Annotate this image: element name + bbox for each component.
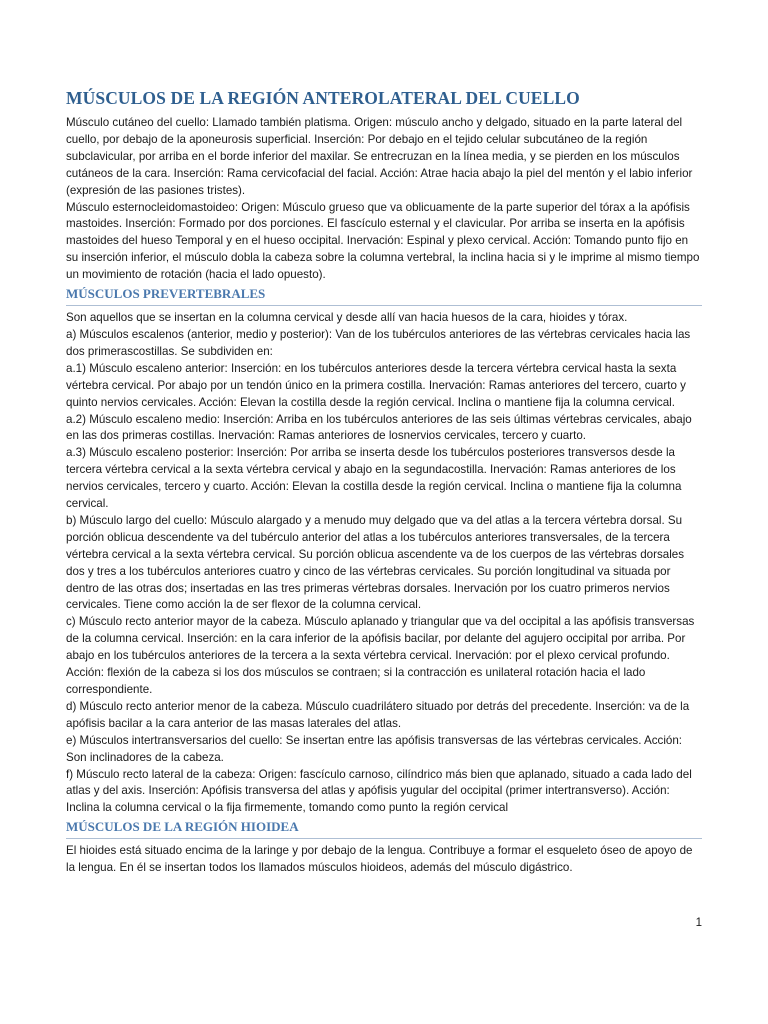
section-heading-hioidea: MÚSCULOS DE LA REGIÓN HIOIDEA — [66, 819, 702, 839]
paragraph-hioides: El hioides está situado encima de la laringe y por debajo de la lengua. Contribuye a formar el esqueleto óseo de apoyo de la lengua. En él se insertan todos los llamados músculos hioideos, además del músculo digástrico. — [66, 844, 693, 875]
paragraph-recto-anterior-menor: d) Músculo recto anterior menor de la cabeza. Músculo cuadrilátero situado por detrás del precedente. Inserción: va de la apófisis bacilar a la cara anterior de las masas laterales del atlas. — [66, 699, 690, 730]
section-heading-prevertebrales: MÚSCULOS PREVERTEBRALES — [66, 286, 702, 306]
paragraph-escaleno-posterior: a.3) Músculo escaleno posterior: Inserción: Por arriba se inserta desde los tubérculos posteriores transversos desde la tercera vértebra cervical a la sexta vértebra cervical y abajo en la segundacostilla. Inervación: Ramas anteriores de los nervios cervicales, tercero y cuarto. Acción: Elevan la costilla desde la región cervical. Inclina o mantiene fija la columna cervical. — [66, 446, 682, 511]
paragraph-esternocleidomastoideo: Músculo esternocleidomastoideo: Origen: Músculo grueso que va oblicuamente de la parte superior del tórax a la apófisis mastoides. Inserción: Formado por dos porciones. El fascículo esternal y el clavicular. Por arriba se inserta en la apófisis mastoides del hueso Temporal y en el hueso occipital. Inervación: Espinal y plexo cervical. Acción: Tomando punto fijo en su inserción inferior, el músculo dobla la cabeza sobre la columna vertebral, la inclina hacia si y le imprime al mismo tiempo un movimiento de rotación (hacia el lado opuesto). — [66, 200, 700, 282]
section-hioidea — [66, 843, 702, 877]
section-anterolateral — [66, 115, 702, 284]
paragraph-recto-lateral: f) Músculo recto lateral de la cabeza: Origen: fascículo carnoso, cilíndrico más bien que aplanado, situado a cada lado del atlas y del axis. Inserción: Apófisis transversa del atlas y apófisis yugular del occipital (primer intertransverso). Acción: Inclina la columna cervical o la fija firmemente, tomando como punto la región cervical — [66, 767, 692, 815]
paragraph-cutaneo: Músculo cutáneo del cuello: Llamado también platisma. Origen: músculo ancho y delgado, situado en la parte lateral del cuello, por debajo de la aponeurosis superficial. Inserción: Por debajo en el tejido celular subcutáneo de la región subclavicular, por arriba en el borde inferior del maxilar. Se entrecruzan en la línea media, y se pierden en los músculos cutáneos de la cara. Inserción: Rama cervicofacial del facial. Acción: Atrae hacia abajo la piel del mentón y el labio inferior (expresión de las pasiones tristes). — [66, 116, 693, 197]
page-number: 1 — [695, 917, 702, 929]
page-title: MÚSCULOS DE LA REGIÓN ANTEROLATERAL DEL CUELLO — [66, 88, 580, 108]
paragraph-escalenos: a) Músculos escalenos (anterior, medio y posterior): Van de los tubérculos anteriores de las vértebras cervicales hacia las dos primerascostillas. Se subdividen en: — [66, 327, 691, 358]
section-prevertebrales — [66, 310, 702, 817]
paragraph-escaleno-anterior: a.1) Músculo escaleno anterior: Inserción: en los tubérculos anteriores desde la tercera vértebra cervical hasta la sexta vértebra cervical. Por abajo por un tendón único en la primera costilla. Inervación: Ramas anteriores del tercero, cuarto y quinto nervios cervicales. Acción: Elevan la costilla desde la región cervical. Inclina o mantiene fija la columna cervical. — [66, 361, 686, 409]
paragraph-escaleno-medio: a.2) Músculo escaleno medio: Inserción: Arriba en los tubérculos anteriores de las seis últimas vértebras cervicales, abajo en las dos primeras costillas. Inervación: Ramas anteriores de losnervios cervicales, tercero y cuarto. — [66, 412, 692, 443]
paragraph-intertransversarios: e) Músculos intertransversarios del cuello: Se insertan entre las apófisis transversas de las vértebras cervicales. Acción: Son inclinadores de la cabeza. — [66, 733, 683, 764]
paragraph-largo-cuello: b) Músculo largo del cuello: Músculo alargado y a menudo muy delgado que va del atlas a la tercera vértebra dorsal. Su porción oblicua descendente va del tubérculo anterior del atlas a los tubérculos anteriores transversales, de la tercera vértebra cervical a la sexta vértebra cervical. Su porción oblicua ascendente va de los cuerpos de las vértebras dorsales dos y tres a los tubérculos anteriores cuatro y cinco de las vértebras cervicales. Su porción longitudinal va situada por dentro de las otras dos; insertadas en las tres primeras vértebras dorsales. Inervación por los cuatro primeros nervios cervicales. Tiene como acción la de ser flexor de la columna cervical. — [66, 513, 685, 612]
paragraph-intro: Son aquellos que se insertan en la columna cervical y desde allí van hacia huesos de la cara, hioides y tórax. — [66, 311, 628, 325]
paragraph-recto-anterior-mayor: c) Músculo recto anterior mayor de la cabeza. Músculo aplanado y triangular que va del occipital a las apófisis transversas de la columna cervical. Inserción: en la cara inferior de la apófisis bacilar, por delante del agujero occipital por arriba. Por abajo en los tubérculos anteriores de la tercera a la sexta vértebra cervical. Inervación: por el plexo cervical profundo. Acción: flexión de la cabeza si los dos músculos se contraen; si la contracción es unilateral rotación hacia el lado correspondiente. — [66, 615, 695, 696]
